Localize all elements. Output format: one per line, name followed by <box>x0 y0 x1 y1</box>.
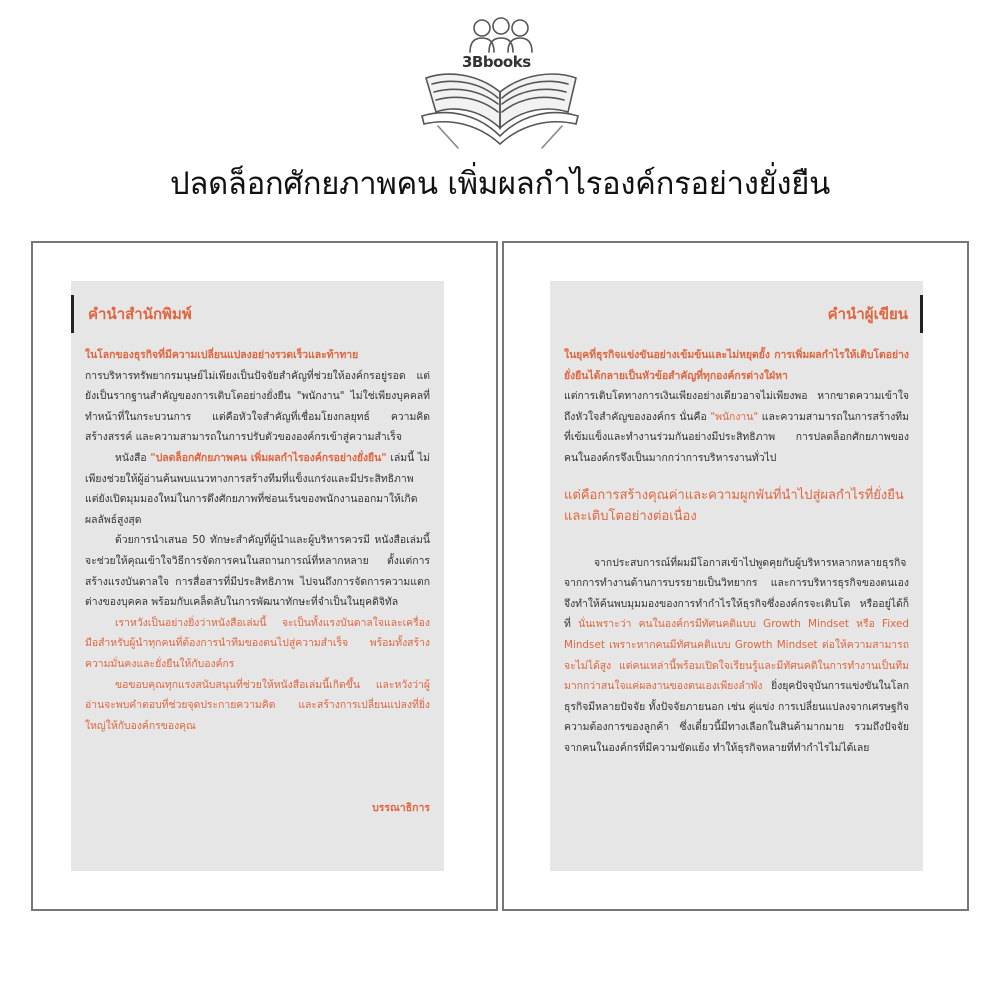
paragraph-text: เล่มนี้ ไม่เพียงช่วยให้ผู้อ่านค้นพบแนวทางการสร้างทีมที่แข็งแกร่งและมีประสิทธิภาพ แต่ยังเปิดมุมมองใหม่ในการดึงศักยภาพที่ซ่อนเร้นของพนักงานออกมาให้เกิดผลลัพธ์สูงสุด <box>85 451 430 526</box>
book-title-emphasis: "ปลดล็อกศักยภาพคน เพิ่มผลกำไรองค์กรอย่างยั่งยืน" <box>150 451 387 464</box>
paragraph-highlight: ขอขอบคุณทุกแรงสนับสนุนที่ช่วยให้หนังสือเล่มนี้เกิดขึ้น และหวังว่าผู้อ่านจะพบคำตอบที่ช่วยจุดประกายความคิด และสร้างการเปลี่ยนแปลงที่ยิ่งใหญ่ให้กับองค์กรของคุณ <box>85 678 430 732</box>
pull-quote: แต่คือการสร้างคุณค่าและความผูกพันที่นำไปสู่ผลกำไรที่ยั่งยืนและเติบโตอย่างต่อเนื่อง <box>564 487 904 524</box>
lead-sentence: ในโลกของธุรกิจที่มีความเปลี่ยนแปลงอย่างรวดเร็วและท้าทาย <box>85 349 359 361</box>
page-headline: ปลดล็อกศักยภาพคน เพิ่มผลกำไรองค์กรอย่างยั่งยืน <box>170 166 830 202</box>
paragraph-text: และความสามารถในการสร้างทีมที่เข้มแข็งและทำงานร่วมกันอย่างมีประสิทธิภาพ การปลดล็อกศักยภาพของคนในองค์กรจึงเป็นมากกว่าการบริหารงานทั่วไป <box>564 410 910 464</box>
employee-emphasis: "พนักงาน" <box>710 410 759 423</box>
paragraph: การบริหารทรัพยากรมนุษย์ไม่เพียงเป็นปัจจัยสำคัญที่ช่วยให้องค์กรอยู่รอด แต่ยังเป็นรากฐานสำคัญของการเติบโตอย่างยั่งยืน "พนักงาน" ไม่ใช่เพียงบุคคลที่ทำหน้าที่ในกระบวนการ แต่คือหัวใจสำคัญที่เชื่อมโยงกลยุทธ์ ความคิดสร้างสรรค์ และความสามารถในการปรับตัวขององค์กรเข้าสู่ความสำเร็จ <box>85 369 430 444</box>
paragraph-text: หนังสือ <box>115 451 147 464</box>
publisher-foreword-body <box>85 345 430 736</box>
open-book-icon <box>418 8 582 156</box>
editor-signature: บรรณาธิการ <box>372 802 430 814</box>
paragraph-text: ยิ่งยุคปัจจุบันการแข่งขันในโลกธุรกิจมีหลายปัจจัย ทั้งปัจจัยภายนอก เช่น คู่แข่ง การเปลี่ยนแปลงจากเศรษฐกิจ ความต้องการของลูกค้า ซึ่งเดี๋ยวนี้มีทางเลือกในสินค้ามากมาย รวมถึงปัจจัยจากคนในองค์กรที่มีความขัดแย้ง ทำให้ธุรกิจหลายที่ทำกำไรไม่ได้เลย <box>564 680 909 754</box>
lead-sentence: ในยุคที่ธุรกิจแข่งขันอย่างเข้มข้นและไม่หยุดยั้ง การเพิ่มผลกำไรให้เติบโตอย่างยั่งยืนได้กลายเป็นหัวข้อสำคัญที่ทุกองค์กรต่างใฝ่หา <box>564 349 909 382</box>
paragraph <box>85 448 430 530</box>
author-foreword-body <box>564 345 909 759</box>
paragraph: ด้วยการนำเสนอ 50 ทักษะสำคัญที่ผู้นำและผู้บริหารควรมี หนังสือเล่มนี้จะช่วยให้คุณเข้าใจวิธีการจัดการคนในสถานการณ์ที่หลากหลาย ตั้งแต่การสร้างแรงบันดาลใจ การสื่อสารที่มีประสิทธิภาพ ไปจนถึงการจัดการความแตกต่างของบุคคล พร้อมกับเคล็ดลับในการพัฒนาทักษะที่จำเป็นในยุคดิจิทัล <box>85 534 430 609</box>
right-book-page <box>502 241 969 911</box>
paragraph-text: แต่การเติบโตทางการเงินเพียงอย่างเดียวอาจไม่เพียงพอ หากขาดความเข้าใจถึงหัวใจสำคัญขององค์กร นั่นคือ <box>564 390 909 423</box>
left-book-page <box>31 241 498 911</box>
paragraph <box>564 386 909 468</box>
paragraph <box>564 553 909 759</box>
publisher-foreword-panel <box>71 281 444 871</box>
logo-text: 3Bbooks <box>462 53 531 71</box>
paragraph-highlight: เราหวังเป็นอย่างยิ่งว่าหนังสือเล่มนี้ จะเป็นทั้งแรงบันดาลใจและเครื่องมือสำหรับผู้นำทุกคนที่ต้องการนำทีมของตนไปสู่ความสำเร็จ พร้อมทั้งสร้างความมั่นคงและยั่งยืนให้กับองค์กร <box>85 616 430 670</box>
mindset-emphasis: นั่นเพราะว่า คนในองค์กรมีทัศนคติแบบ Growth Mindset หรือ Fixed Mindset เพราะหากคนมีทัศนคติแบบ Growth Mindset ต่อให้ความสามารถจะไม่ได้สูง แต่คนเหล่านี้พร้อมเปิดใจเรียนรู้และมีทัศนคติในการทำงานเป็นทีมมากกว่าสนใจแค่ผลงานของตนเองเพียงลำพัง <box>564 618 909 693</box>
author-foreword-panel <box>550 281 923 871</box>
author-foreword-title: คำนำผู้เขียน <box>828 295 923 333</box>
paragraph-text: จากประสบการณ์ที่ผมมีโอกาสเข้าไปพูดคุยกับผู้บริหารหลากหลายธุรกิจ จากการทำงานด้านการบรรยายเป็นวิทยากร และการบริหารธุรกิจของตนเอง จึงทำให้ค้นพบมุมมองของการทำกำไรให้ธุรกิจซึ่งองค์กรจะเติบโต หรืออยู่ได้ก็ที่ <box>564 556 909 631</box>
publisher-foreword-title: คำนำสำนักพิมพ์ <box>71 295 192 333</box>
